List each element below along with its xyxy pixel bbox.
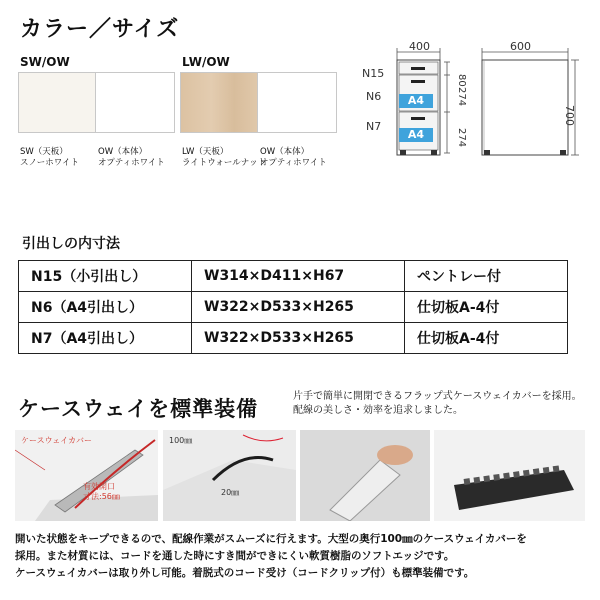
label-opening-size: 有効開口 寸法:56㎜	[83, 482, 120, 501]
caseway-hand-illustration	[300, 430, 430, 521]
table-cell: 仕切板A-4付	[405, 323, 568, 354]
table-cell: N6（A4引出し）	[19, 292, 192, 323]
label-20mm: 20㎜	[221, 488, 240, 497]
table-cell: 仕切板A-4付	[405, 292, 568, 323]
caseway-body-text: 開いた状態をキープできるので、配線作業がスムーズに行えます。大型の奥行100㎜のケースウェイカバーを 採用。また材質には、コードを通した時にすき間ができにくい軟質樹脂のソフトエッジです。 ケースウェイカバーは取り外し可能。着脱式のコード受け（コードクリップ付）も標準装備です。	[15, 533, 527, 579]
swatch-caption: SW（天板） スノーホワイト	[20, 147, 79, 168]
table-cell: N7（A4引出し）	[19, 323, 192, 354]
caseway-heading: ケースウェイを標準装備	[18, 397, 259, 421]
table-cell: W322×D533×H265	[192, 292, 405, 323]
swatch-group-name-lw-ow: LW/OW	[182, 55, 230, 69]
table-cell: W314×D411×H67	[192, 261, 405, 292]
swatch-body-optiwhite	[257, 72, 337, 133]
swatch-caption: LW（天板） ライトウォールナット	[182, 147, 267, 168]
label-100mm: 100㎜	[169, 436, 193, 445]
swatch-top-snow-white	[18, 72, 96, 133]
swatch-top-light-walnut	[180, 72, 258, 133]
drawer-height-label: 274	[456, 87, 467, 107]
swatch-body-optiwhite	[95, 72, 175, 133]
a4-tag: A4	[399, 128, 433, 142]
inner-dims-table	[18, 260, 568, 354]
table-row	[19, 323, 568, 354]
inner-dims-heading: 引出しの内寸法	[22, 236, 120, 252]
photo-caseway-cover	[15, 430, 158, 521]
table-row	[19, 261, 568, 292]
drawer-label-n15: N15	[362, 67, 385, 80]
table-cell: N15（小引出し）	[19, 261, 192, 292]
swatch-caption: OW（本体） オプティホワイト	[260, 147, 327, 168]
photo-caseway-depth	[163, 430, 296, 521]
table-row	[19, 292, 568, 323]
dimension-width-front: 400	[409, 40, 430, 53]
photo-caseway-hand	[300, 430, 430, 521]
drawer-height-label: 274	[456, 128, 467, 148]
dimension-height-total: 700	[563, 105, 576, 126]
code-receiver-illustration	[434, 430, 585, 521]
photo-code-receiver	[434, 430, 585, 521]
page-title: カラー／サイズ	[20, 17, 180, 42]
table-cell: W322×D533×H265	[192, 323, 405, 354]
swatch-caption: OW（本体） オプティホワイト	[98, 147, 165, 168]
dimension-diagram	[350, 40, 595, 165]
drawer-label-n7: N7	[366, 120, 382, 133]
drawer-height-label: 80	[456, 74, 467, 87]
label-caseway-cover: ケースウェイカバー	[21, 436, 93, 445]
swatch-group-name-sw-ow: SW/OW	[20, 55, 70, 69]
table-cell: ペントレー付	[405, 261, 568, 292]
caseway-side-text: 片手で簡単に開閉できるフラップ式ケースウェイカバーを採用。配線の美しさ・効率を追求しました。	[293, 391, 582, 416]
drawer-label-n6: N6	[366, 90, 382, 103]
dimension-width-side: 600	[510, 40, 531, 53]
a4-tag: A4	[399, 94, 433, 108]
